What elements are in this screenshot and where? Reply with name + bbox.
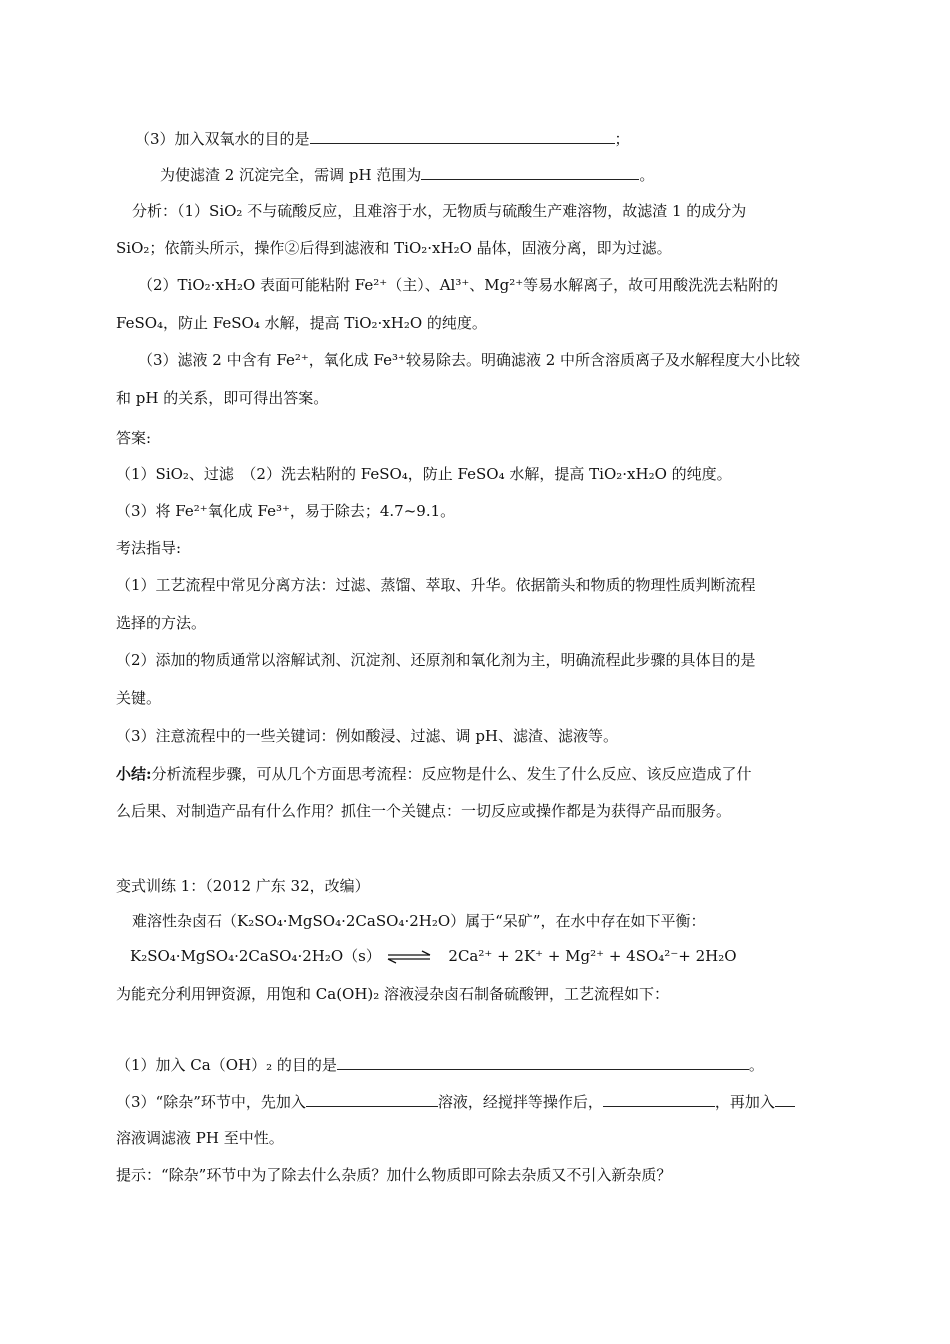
answer-line: （3）将 Fe²⁺氧化成 Fe³⁺，易于除去；4.7~9.1。 bbox=[116, 502, 456, 520]
equilibrium-arrow-icon bbox=[386, 950, 432, 964]
equilibrium-equation: K₂SO₄·MgSO₄·2CaSO₄·2H₂O（s） 2Ca²⁺ + 2K⁺ + Mg²⁺ + 4SO₄²⁻+ 2H₂O bbox=[130, 947, 737, 965]
exercise-q3-line2: 溶液调滤液 PH 至中性。 bbox=[116, 1129, 284, 1147]
analysis-line: （2）TiO₂·xH₂O 表面可能粘附 Fe²⁺（主）、Al³⁺、Mg²⁺等易水解离子，故可用酸洗洗去粘附的 bbox=[138, 276, 779, 294]
guide-line: 选择的方法。 bbox=[116, 614, 207, 632]
analysis-line: FeSO₄，防止 FeSO₄ 水解，提高 TiO₂·xH₂O 的纯度。 bbox=[116, 314, 487, 332]
answer-title: 答案: bbox=[116, 429, 152, 447]
q3-line1: （3）加入双氧水的目的是 ； bbox=[135, 130, 630, 148]
answer-blank[interactable] bbox=[337, 1054, 749, 1070]
guide-line: 关键。 bbox=[116, 689, 162, 707]
guide-line: （1）工艺流程中常见分离方法：过滤、蒸馏、萃取、升华。依据箭头和物质的物理性质判断流程 bbox=[116, 576, 756, 594]
analysis-line: 分析：（1）SiO₂ 不与硫酸反应，且难溶于水，无物质与硫酸生产难溶物，故滤渣 1 的成分为 bbox=[132, 202, 747, 220]
answer-blank[interactable] bbox=[306, 1091, 438, 1107]
answer-blank[interactable] bbox=[421, 164, 639, 180]
answer-blank[interactable] bbox=[310, 128, 615, 144]
answer-blank[interactable] bbox=[603, 1091, 715, 1107]
exercise-title: 变式训练 1：（2012 广东 32，改编） bbox=[116, 877, 370, 895]
guide-title: 考法指导: bbox=[116, 539, 182, 557]
exercise-q3: （3）“除杂”环节中，先加入 溶液，经搅拌等操作后， ，再加入 bbox=[116, 1091, 795, 1112]
summary-line1: 小结:分析流程步骤，可从几个方面思考流程：反应物是什么、发生了什么反应、该反应造成了什 bbox=[116, 765, 752, 783]
q3-label: （3）加入双氧水的目的是 bbox=[135, 130, 310, 148]
exercise-intro: 难溶性杂卤石（K₂SO₄·MgSO₄·2CaSO₄·2H₂O）属于“呆矿”，在水中存在如下平衡： bbox=[132, 912, 706, 930]
q3-line2: 为使滤渣 2 沉淀完全，需调 pH 范围为 。 bbox=[160, 166, 655, 184]
guide-line: （3）注意流程中的一些关键词：例如酸浸、过滤、调 pH、滤渣、滤液等。 bbox=[116, 727, 618, 745]
guide-line: （2）添加的物质通常以溶解试剂、沉淀剂、还原剂和氧化剂为主，明确流程此步骤的具体目的是 bbox=[116, 651, 756, 669]
analysis-line: SiO₂；依箭头所示，操作②后得到滤液和 TiO₂·xH₂O 晶体，固液分离，即为过滤。 bbox=[116, 239, 672, 257]
analysis-line: 和 pH 的关系，即可得出答案。 bbox=[116, 389, 329, 407]
summary-line2: 么后果、对制造产品有什么作用？抓住一个关键点：一切反应或操作都是为获得产品而服务。 bbox=[116, 802, 732, 820]
process-line: 为能充分利用钾资源，用饱和 Ca(OH)₂ 溶液浸杂卤石制备硫酸钾，工艺流程如下： bbox=[116, 985, 670, 1003]
summary-label: 小结: bbox=[116, 765, 152, 783]
analysis-line: （3）滤液 2 中含有 Fe²⁺，氧化成 Fe³⁺较易除去。明确滤液 2 中所含溶质离子及水解程度大小比较 bbox=[138, 351, 801, 369]
answer-line: （1）SiO₂、过滤 （2）洗去粘附的 FeSO₄，防止 FeSO₄ 水解，提高 TiO₂·xH₂O 的纯度。 bbox=[116, 465, 732, 483]
answer-blank[interactable] bbox=[775, 1091, 795, 1107]
hint-line: 提示：“除杂”环节中为了除去什么杂质？加什么物质即可除去杂质又不引入新杂质？ bbox=[116, 1166, 672, 1184]
exercise-q1: （1）加入 Ca（OH）₂ 的目的是 。 bbox=[116, 1056, 764, 1074]
